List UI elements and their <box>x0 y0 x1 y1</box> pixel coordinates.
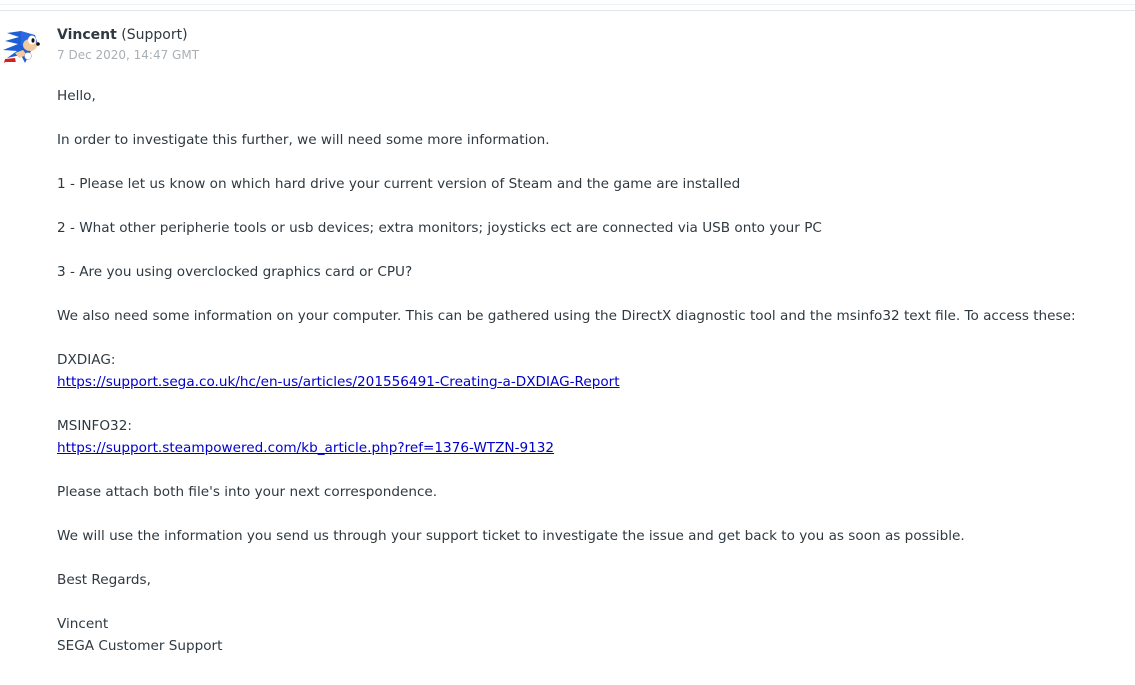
greeting: Hello, <box>57 88 96 104</box>
info-request-text: We also need some information on your computer. This can be gathered using the DirectX diagnostic tool and the msinfo32 text file. To access these: <box>57 308 1076 324</box>
message-header <box>57 26 199 63</box>
author-line <box>57 26 199 45</box>
signature-team: SEGA Customer Support <box>57 638 223 654</box>
signoff: Best Regards, <box>57 572 151 588</box>
message-body <box>57 85 1127 657</box>
dxdiag-link-line <box>57 371 1127 393</box>
signature-name: Vincent <box>57 616 109 632</box>
dxdiag-label: DXDIAG: <box>57 352 116 368</box>
msinfo-link[interactable]: https://support.steampowered.com/kb_article.php?ref=1376-WTZN-9132 <box>57 440 555 456</box>
sonic-avatar-icon <box>1 25 42 66</box>
question-3: 3 - Are you using overclocked graphics card or CPU? <box>57 264 413 280</box>
followup-text: We will use the information you send us through your support ticket to investigate the issue and get back to you as soon as possible. <box>57 528 965 544</box>
dxdiag-link[interactable]: https://support.sega.co.uk/hc/en-us/articles/201556491-Creating-a-DXDIAG-Report <box>57 374 620 390</box>
question-2: 2 - What other peripherie tools or usb devices; extra monitors; joysticks ect are connected via USB onto your PC <box>57 220 822 236</box>
attach-note: Please attach both file's into your next correspondence. <box>57 484 438 500</box>
message-timestamp: 7 Dec 2020, 14:47 GMT <box>57 48 200 62</box>
author-role: (Support) <box>121 27 188 43</box>
intro-text: In order to investigate this further, we will need some more information. <box>57 132 550 148</box>
question-1: 1 - Please let us know on which hard drive your current version of Steam and the game are installed <box>57 176 741 192</box>
msinfo-link-line <box>57 437 1127 459</box>
author-name: Vincent <box>57 27 117 43</box>
msinfo-label: MSINFO32: <box>57 418 132 434</box>
top-divider <box>0 0 1135 11</box>
